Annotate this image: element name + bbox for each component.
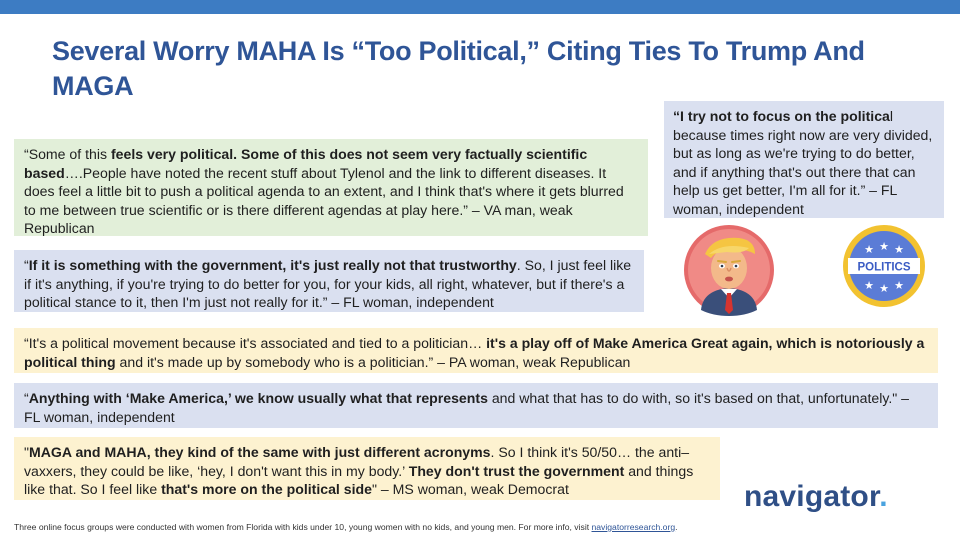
quote-emphasis: MAGA and MAHA, they kind of the same with just different acronyms [29, 444, 491, 460]
footnote-link[interactable]: navigatorresearch.org [591, 522, 676, 532]
quote-emphasis: Anything with ‘Make America,’ we know usually what that represents [28, 390, 488, 406]
navigator-logo [744, 480, 888, 514]
quote-emphasis: If it is something with the government, it's just really not that trustworthy [28, 257, 517, 273]
svg-text:★: ★ [879, 282, 889, 295]
page-title: Several Worry MAHA Is “Too Political,” Citing Ties To Trump And MAGA [52, 36, 865, 101]
footnote-text: Three online focus groups were conducted with women from Florida with kids under 10, young women with no kids, and young men. For more info, visit [14, 522, 592, 532]
logo-text: navigator [744, 480, 880, 513]
quote-text: “It's a political movement because it's associated and tied to a politician… [24, 335, 487, 351]
quote-box-fl-woman-1 [664, 101, 944, 218]
logo-dot: . [879, 480, 888, 513]
quote-text: “ [24, 257, 29, 273]
svg-text:★: ★ [864, 279, 874, 292]
quote-text: l because times right now are very divided, but as long as we're trying to do better, and if anything that's out there that can help us get better, I'm all for it.” – FL woman, independent [673, 108, 933, 217]
quote-box-pa-woman [14, 328, 938, 373]
top-accent-bar [0, 0, 960, 14]
quote-emphasis: “I try not to focus on the politica [673, 108, 890, 124]
quote-text: " – MS woman, weak Democrat [371, 481, 569, 498]
quote-emphasis: that's more on the political side [161, 481, 372, 498]
svg-text:★: ★ [894, 243, 904, 256]
footnote [14, 522, 944, 532]
footnote-end: . [675, 522, 678, 532]
quote-box-fl-woman-3 [14, 383, 938, 428]
quote-text: and what that has to do with, so it's based on that, unfortunately." – FL woman, independent [24, 390, 910, 425]
quote-text: and things like that. So I feel like [24, 462, 694, 498]
quote-text: “ [24, 390, 29, 406]
quote-box-fl-woman-2 [14, 250, 644, 312]
politics-badge-icon [842, 224, 926, 308]
quote-text: “Some of this [24, 146, 111, 162]
quote-emphasis: feels very political. Some of this does not seem very factually scientific based [24, 146, 588, 181]
svg-text:★: ★ [879, 240, 889, 253]
quote-text: . So, I just feel like if it's anything, if you're trying to do better for you, for your kids, all right, whatever, but if there's a political stance to it, then I'm just not really for it.” – FL woman, independent [24, 257, 632, 311]
svg-text:★: ★ [894, 279, 904, 292]
quote-text: . So I think it's 50/50… the anti–vaxxers, they could be like, ‘hey, I don't want this in my body.’ [24, 444, 690, 479]
politics-label: POLITICS [857, 261, 911, 274]
quote-text: ….People have noted the recent stuff about Tylenol and the link to different diseases. It does feel a little bit to push a political agenda to an extent, and I think that's where it gets blurred to me between true scientific or is there different agendas at play here.” – VA man, weak Republican [24, 164, 624, 237]
quote-text: and it's made up by somebody who is a politician.” – PA woman, weak Republican [115, 353, 631, 370]
svg-text:★: ★ [864, 243, 874, 256]
quote-box-va-man [14, 139, 648, 236]
quote-text: " [24, 444, 30, 460]
quote-emphasis: it's a play off of Make America Great again, which is notoriously a political thing [24, 335, 925, 370]
quote-emphasis: They don't trust the government [408, 462, 625, 479]
quote-box-ms-woman [14, 437, 720, 500]
trump-caricature-icon [683, 224, 775, 316]
